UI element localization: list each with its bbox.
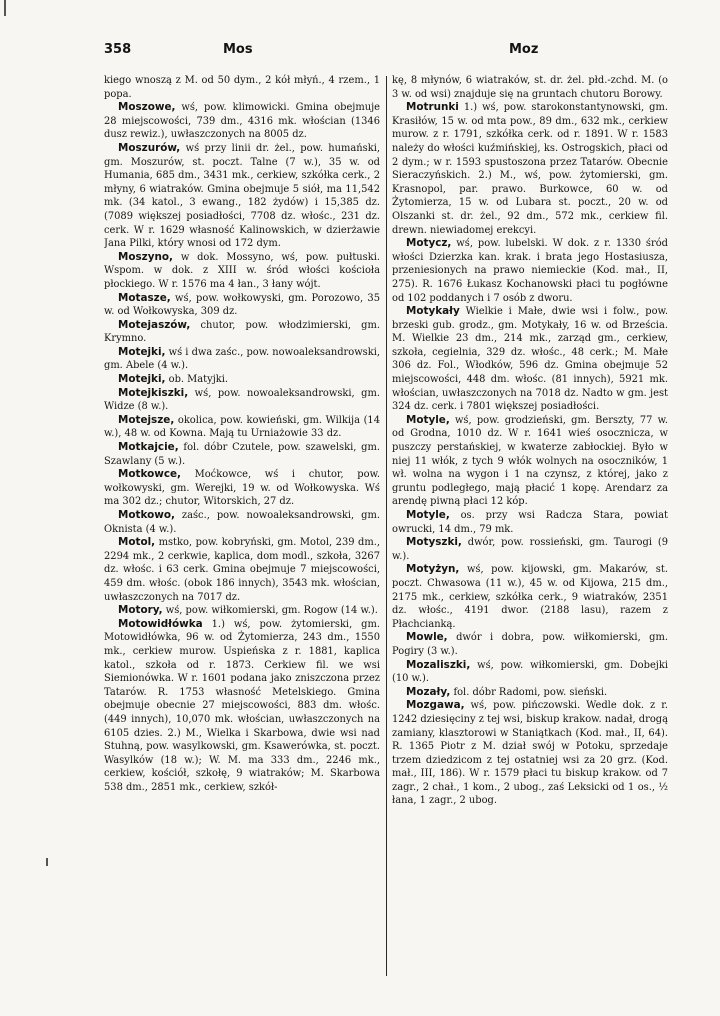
dictionary-entry: [392, 509, 668, 536]
page-header: [104, 42, 704, 64]
dictionary-entry: [392, 699, 668, 808]
entry-headword: Mowle,: [406, 631, 448, 644]
entry-text: wś, pow. wiłkomierski, gm. Rogow (14 w.).: [162, 605, 378, 617]
entry-text: 1.) wś, pow. starokonstantynowski, gm. Krasiłów, 15 w. od mta pow., 89 dm., 632 mk., cerkiew murow. z r. 1791, szkółka cerk. od r. 1891. W r. 1583 należy do włości kuźmińskiej, ks. Ostrogskich, płaci od 2 dym.; w r. 1593 spustoszona przez Tatarów. Obecnie Sieraczyńskich. 2.) M., wś, pow. żytomierski, gm. Krasnopol, par. prawo. Burkowce, 60 w. od Żytomierza, 15 w. od Lubara st. poczt., 20 w. od Olszanki st. dr. żel., 92 dm., 572 mk., cerkiew fil. drewn. niewiadomej erekcyi.: [392, 102, 668, 236]
dictionary-entry: [104, 292, 380, 319]
entry-headword: Motejaszów,: [118, 318, 191, 331]
entry-headword: Motejkiszki,: [118, 386, 189, 399]
dictionary-entry: [104, 441, 380, 468]
dictionary-entry: [392, 686, 668, 700]
entry-headword: Motejki,: [118, 373, 166, 386]
entry-text: chutor, pow. włodzimierski, gm. Krymno.: [104, 319, 380, 345]
entry-text: dwór, pow. rossieński, gm. Taurogi (9 w.).: [392, 537, 668, 562]
dictionary-entry: [392, 631, 668, 658]
entry-headword: Motycz,: [406, 237, 452, 250]
dictionary-entry: [104, 509, 380, 536]
dictionary-entry: [104, 373, 380, 387]
entry-text: Moćkowce, wś i chutor, pow. wołkowyski, gm. Werejki, 19 w. od Wołkowyska. Wś ma 302 dz.; chutor, Witorskich, 27 dz.: [104, 469, 380, 508]
entry-text: wś i dwa zaśc., pow. nowoaleksandrowski, gm. Abele (4 w.).: [104, 346, 380, 372]
entry-headword: Motyle,: [406, 509, 450, 521]
entry-text: ob. Matyjki.: [165, 374, 229, 386]
right-guide-word: Moz: [509, 42, 539, 57]
entry-headword: Mozały,: [406, 685, 451, 698]
dictionary-entry: [392, 536, 668, 563]
dictionary-entry: [104, 387, 380, 414]
entry-headword: Mozgawa,: [406, 699, 465, 712]
entry-headword: Moszurów,: [118, 141, 181, 154]
dictionary-entry: [104, 468, 380, 509]
entry-text: wś, pow. pińczowski. Wedle dok. z r. 1242 dziesięciny z tej wsi, biskup krakow. nadał, drogą zamiany, klasztorowi w Staniątkach (Kod. mał., II, 64). R. 1365 Piotr z M. dział swój w Potoku, sprzedaje trzem dziedzicom z tej ostatniej wsi za 20 grz. (Kod. mał., III, 186). W r. 1579 płaci tu biskup krakow. od 7 zagr., 2 chał., 1 kom., 2 ubog., zaś Leksicki od 1 os., ½ łana, 1 zagr., 2 ubog.: [392, 700, 668, 807]
entry-headword: Mozaliszki,: [406, 658, 471, 671]
entry-text: fol. dóbr Radomi, pow. sieński.: [450, 686, 608, 698]
entry-text: wś, pow. wołkowyski, gm. Porozowo, 35 w. od Wołkowyska, 309 dz.: [104, 292, 380, 318]
dictionary-entry: [104, 319, 380, 346]
entry-headword: Motasze,: [118, 291, 171, 304]
column-divider: [386, 76, 387, 976]
entry-text: kę, 8 młynów, 6 wiatraków, st. dr. żel. płd.-zchd. M. (o 3 w. od wsi) znajduje się na gruntach chutoru Borowy.: [392, 75, 668, 100]
entry-text: zaśc., pow. nowoaleksandrowski, gm. Oknista (4 w.).: [104, 510, 380, 535]
left-column: [104, 74, 380, 974]
entry-headword: Motkowce,: [118, 468, 181, 481]
dictionary-entry: [104, 604, 380, 618]
entry-text: wś przy linii dr. żel., pow. humański, gm. Moszurów, st. poczt. Talne (7 w.), 35 w. od Humania, 685 dm., 3431 mk., cerkiew, szkółka cerk., 2 młyny, 6 wiatraków. Gmina obejmuje 5 siół, ma 11,542 mk. (34 katol., 3 ewang., 182 żydów) i 15,385 dz. (7089 większej posiadłości, 7708 dz. włośc., 231 dz. cerk. W r. 1629 własność Kalinowskich, w dzierżawie Jana Pilki, który wnosi od 172 dym.: [104, 142, 380, 250]
dictionary-entry: [392, 74, 668, 101]
entry-headword: Motyle,: [406, 413, 450, 426]
entry-headword: Motkowo,: [118, 509, 175, 521]
dictionary-entry: [104, 536, 380, 604]
dictionary-entry: [392, 414, 668, 509]
entry-headword: Moszyno,: [118, 250, 173, 263]
dictionary-entry: [104, 74, 380, 101]
entry-headword: Motyżyn,: [406, 563, 460, 576]
dictionary-entry: [392, 237, 668, 305]
dictionary-entry: [392, 101, 668, 237]
entry-text: wś, pow. wiłkomierski, gm. Dobejki (10 w.).: [392, 659, 668, 685]
margin-mark-top: [4, 0, 6, 16]
dictionary-entry: [104, 251, 380, 292]
entry-headword: Motykały: [406, 305, 460, 318]
entry-text: kiego wnoszą z M. od 50 dym., 2 kół młyń., 4 rzem., 1 popa.: [104, 75, 380, 100]
entry-text: 1.) wś, pow. żytomierski, gm. Motowidłówka, 96 w. od Żytomierza, 243 dm., 1550 mk., cerkiew murow. Uspieńska z r. 1881, kaplica katol., szkoła od r. 1873. Cerkiew fil. we wsi Siemionówka. W r. 1601 podana jako zniszczona przez Tatarów. R. 1753 własność Metelskiego. Gmina obejmuje obecnie 27 miejscowości, 883 dm. włośc. (449 innych), 10,070 mk. włościan, uwłaszczonych na 6105 dzies. 2.) M., Wielka i Skarbowa, dwie wsi nad Stuhną, pow. wasylkowski, gm. Ksawerówka, st. poczt. Wasylków (18 w.); W. M. ma 333 dm., 2246 mk., cerkiew, kościół, szkołę, 9 wiatraków; M. Skarbowa 538 dm., 2851 mk., cerkiew, szkół-: [104, 618, 380, 793]
entry-headword: Motejsze,: [118, 413, 175, 426]
entry-headword: Motory,: [118, 604, 163, 617]
left-guide-word: Mos: [223, 42, 253, 57]
entry-text: wś, pow. grodzieński, gm. Berszty, 77 w. od Grodna, 1010 dz. W r. 1641 wieś osocznicza, w puszczy perstańskiej, w kwaterze zabłockiej. Było w niej 11 włók, z tych 9 włók wolnych na osoczników, 1 wł. wolna na wygon i 1 na czynsz, z której, jako z gruntu podległego, mają płacić 1 kopę. Arendarz za arendę piwną płaci 12 kóp.: [392, 414, 668, 508]
dictionary-entry: [104, 618, 380, 795]
entry-headword: Motejki,: [118, 345, 166, 358]
dictionary-entry: [392, 659, 668, 686]
entry-text: w dok. Mossyno, wś, pow. pułtuski. Wspom. w dok. z XIII w. śród włości kościoła płockiego. W r. 1576 ma 4 łan., 3 łany wójt.: [104, 251, 380, 290]
entry-headword: Motol,: [118, 536, 156, 549]
entry-headword: Motkajcie,: [118, 441, 179, 454]
page-number: 358: [104, 42, 132, 57]
entry-text: wś, pow. lubelski. W dok. z r. 1330 śród włości Dzierzka kan. krak. i brata jego Hostasiusza, przeniesionych na prawo niemieckie (Kod. mał., II, 275). R. 1676 Łukasz Kochanowski płaci tu pogłówne od 102 poddanych i 7 osób z dworu.: [392, 238, 668, 304]
margin-mark-mid: [46, 858, 48, 866]
entry-text: wś, pow. kijowski, gm. Makarów, st. poczt. Chwasowa (11 w.), 45 w. od Kijowa, 215 dm., 2175 mk., cerkiew, szkółka cerk., 9 wiatraków, 2351 dz. włośc., 4191 dwor. (2188 lasu), razem z Płachcianką.: [392, 564, 668, 630]
dictionary-entry: [104, 414, 380, 441]
entry-headword: Moszowe,: [118, 101, 176, 114]
entry-text: dwór i dobra, pow. wiłkomierski, gm. Pogiry (3 w.).: [392, 632, 668, 657]
entry-headword: Motrunki: [406, 101, 459, 114]
right-column: [392, 74, 668, 974]
entry-text: os. przy wsi Radcza Stara, powiat owrucki, 14 dm., 79 mk.: [392, 510, 668, 535]
entry-text: okolica, pow. kowieński, gm. Wilkija (14 w.), 48 w. od Kowna. Mają tu Urniażowie 33 dz.: [104, 414, 380, 440]
entry-text: Wielkie i Małe, dwie wsi i folw., pow. brzeski gub. grodz., gm. Motykały, 16 w. od Brześcia. M. Wielkie 23 dm., 214 mk., zarząd gm., cerkiew, szkoła, cegielnia, 329 dz. włośc., 48 cerk.; M. Małe 306 dz. Fol., Włodków, 596 dz. Gmina obejmuje 52 miejscowości, 448 dm. włośc. (81 innych), 5921 mk. włościan, uwłaszczonych na 7018 dz. Nadto w gm. jest 324 dz. cerk. i 7801 większej posiadłości.: [392, 306, 668, 413]
dictionary-entry: [104, 142, 380, 251]
entry-text: mstko, pow. kobryński, gm. Motol, 239 dm., 2294 mk., 2 cerkwie, kaplica, dom modl., szkoła, 3267 dz. włośc. i 63 cerk. Gmina obejmuje 7 miejscowości, 459 dm. włośc. (obok 186 innych), 3543 mk. włościan, uwłaszczonych na 7017 dz.: [104, 537, 380, 603]
dictionary-entry: [104, 346, 380, 373]
entry-text: wś, pow. klimowicki. Gmina obejmuje 28 miejscowości, 739 dm., 4316 mk. włościan (1346 dusz rewiz.), uwłaszczonych na 8005 dz.: [104, 102, 380, 141]
entry-headword: Motowidłówka: [118, 617, 203, 630]
dictionary-entry: [104, 101, 380, 142]
entry-text: fol. dóbr Czutele, pow. szawelski, gm. Szawlany (5 w.).: [104, 442, 380, 467]
dictionary-entry: [392, 305, 668, 414]
entry-headword: Motyszki,: [406, 536, 462, 549]
dictionary-entry: [392, 563, 668, 631]
entry-text: wś, pow. nowoaleksandrowski, gm. Widze (8 w.).: [104, 387, 380, 413]
